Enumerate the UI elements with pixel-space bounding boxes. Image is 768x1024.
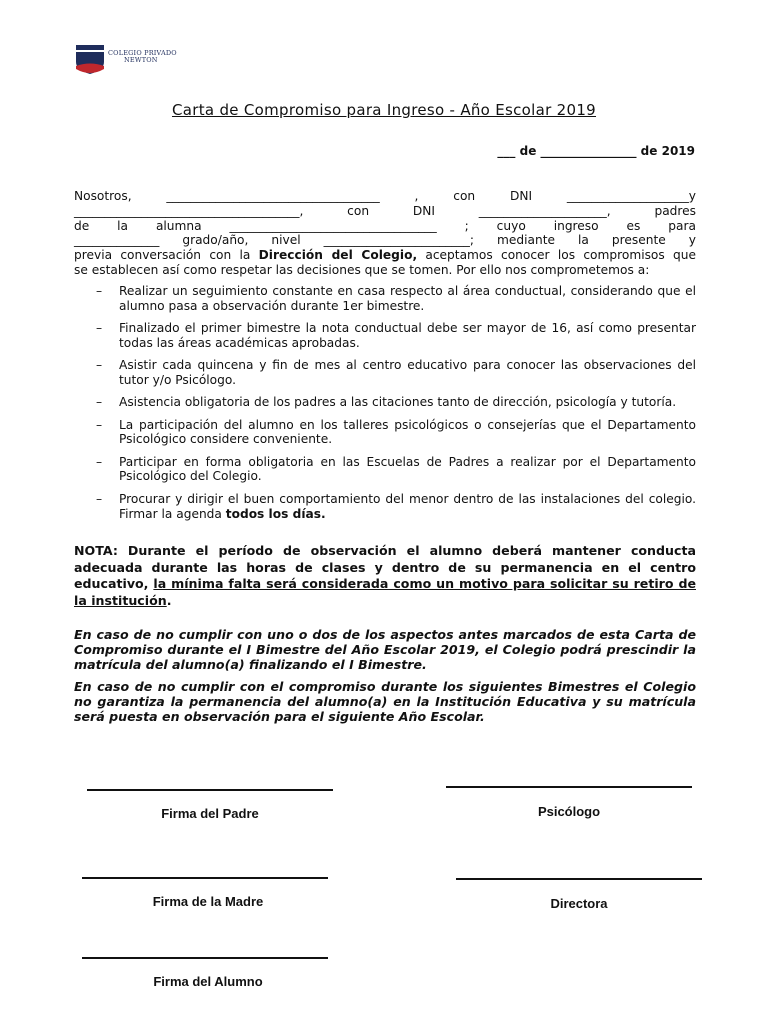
list-item (74, 321, 696, 351)
warning-paragraph-1: En caso de no cumplir con uno o dos de los aspectos antes marcados de esta Carta de Compromiso durante el I Bimestre del Año Escolar 2019, el Colegio podrá prescindir la matrícula del alumno(a) finalizando el I Bimestre. (74, 627, 696, 673)
signature-line-alumno (82, 957, 328, 959)
intro-paragraph (74, 189, 696, 278)
signature-line-directora (456, 878, 702, 880)
signature-label-alumno: Firma del Alumno (153, 974, 263, 989)
dash-bullet: – (96, 395, 103, 410)
nota-paragraph (74, 543, 696, 609)
dash-bullet: – (96, 454, 103, 469)
intro-line: se establecen así como respetar las decisiones que se tomen. Por ello nos comprometemos a: (74, 262, 650, 277)
intro-line: de la alumna __________________________________ ; cuyo ingreso es para (74, 218, 696, 233)
item-text: Realizar un seguimiento constante en casa respecto al área conductual, considerando que el alumno pasa a observación durante 1er bimestre. (119, 284, 696, 313)
intro-text: previa conversación con la (74, 248, 259, 263)
dash-bullet: – (96, 358, 103, 373)
dash-bullet: – (96, 284, 103, 298)
intro-line: _____________________________________, con DNI _____________________, padres (74, 203, 696, 218)
signature-label-directora: Directora (550, 896, 608, 911)
item-text: Participar en forma obligatoria en las Escuelas de Padres a realizar por el Departamento Psicológico del Colegio. (119, 454, 696, 484)
signature-line-psicologo (446, 786, 692, 788)
logo-line-1: COLEGIO PRIVADO (108, 49, 177, 57)
school-crest-icon (74, 44, 106, 78)
item-bold-text: todos los días. (225, 506, 326, 521)
school-name (108, 50, 177, 64)
date-line: ___ de ________________ de 2019 (497, 144, 695, 158)
signature-line-madre (82, 877, 328, 879)
intro-line (74, 248, 696, 263)
dash-bullet: – (96, 491, 103, 506)
list-item (74, 492, 696, 522)
commitments-list (74, 284, 696, 529)
signature-label-padre: Firma del Padre (161, 806, 259, 821)
signature-label-madre: Firma de la Madre (152, 894, 264, 909)
list-item (74, 418, 696, 448)
school-logo (74, 44, 194, 78)
item-text: Procurar y dirigir el buen comportamiento del menor dentro de las instalaciones del colegio. Firmar la agenda (119, 491, 696, 521)
item-text: Asistir cada quincena y fin de mes al centro educativo para conocer las observaciones del tutor y/o Psicólogo. (119, 358, 696, 387)
signature-line-padre (87, 789, 333, 791)
nota-underlined-text: la mínima falta será considerada como un motivo para solicitar su retiro de la institución (74, 576, 696, 608)
signature-label-psicologo: Psicólogo (537, 804, 601, 819)
direccion-bold: Dirección del Colegio, (258, 248, 418, 263)
document-title: Carta de Compromiso para Ingreso - Año Escolar 2019 (171, 101, 597, 119)
nota-end: . (166, 592, 172, 608)
list-item (74, 284, 696, 314)
list-item (74, 455, 696, 485)
list-item (74, 358, 696, 388)
dash-bullet: – (96, 321, 103, 336)
intro-line: Nosotros, ___________________________________ , con DNI ____________________y (74, 189, 696, 203)
item-text: La participación del alumno en los talleres psicológicos o consejerías que el Departamento Psicológico considere conveniente. (119, 417, 696, 447)
logo-line-2: NEWTON (124, 56, 158, 64)
nota-text: NOTA: Durante el período de observación el alumno deberá mantener conducta adecuada durante las horas de clases y dentro de su permanencia en el centro educativo, (74, 543, 696, 591)
warning-paragraph-2: En caso de no cumplir con el compromiso durante los siguientes Bimestres el Colegio no garantiza la permanencia del alumno(a) en la Institución Educativa y su matrícula será puesta en observación para el siguiente Año Escolar. (74, 679, 696, 725)
item-text: Asistencia obligatoria de los padres a las citaciones tanto de dirección, psicología y tutoría. (119, 395, 677, 410)
item-text: Finalizado el primer bimestre la nota conductual debe ser mayor de 16, así como presentar todas las áreas académicas aprobadas. (119, 321, 696, 350)
list-item (74, 395, 696, 410)
intro-line: ______________ grado/año, nivel ________________________; mediante la presente y (74, 233, 696, 248)
intro-text: aceptamos conocer los compromisos que (417, 248, 696, 263)
dash-bullet: – (96, 417, 103, 432)
